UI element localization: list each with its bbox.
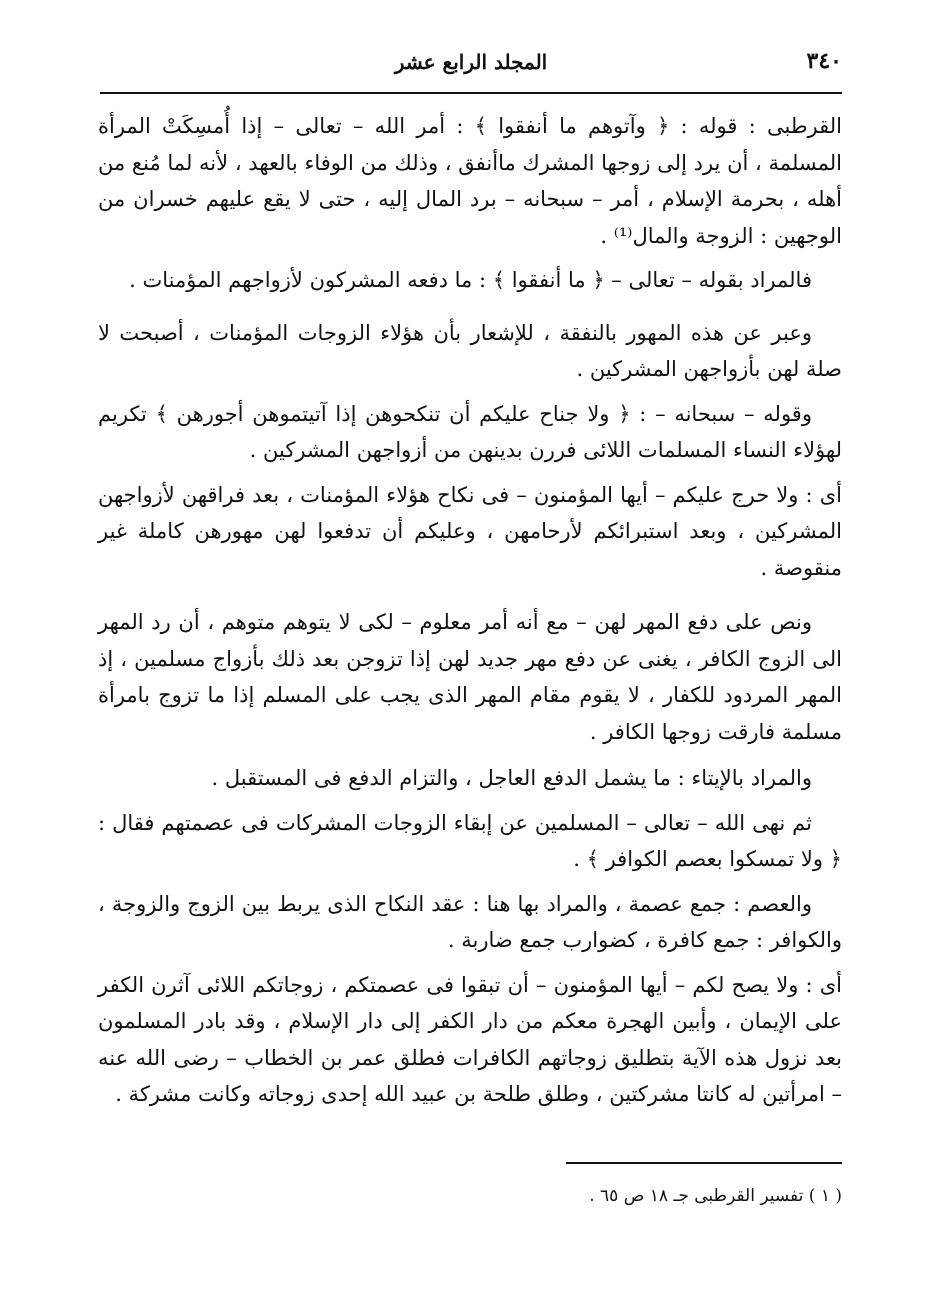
footnote-rule (566, 1162, 842, 1164)
page-body (98, 108, 842, 1113)
header-rule (100, 92, 842, 94)
footnote: ( ١ ) تفسير القرطبى جـ ١٨ ص ٦٥ . (589, 1186, 842, 1206)
running-title: المجلد الرابع عشر (394, 50, 548, 74)
paragraph-2: فالمراد بقوله – تعالى – ﴿ ما أنفقوا ﴾ : ما دفعه المشركون لأزواجهم المؤمنات . (129, 268, 812, 292)
paragraph-7: والمراد بالإيتاء : ما يشمل الدفع العاجل ، والتزام الدفع فى المستقبل . (211, 766, 812, 790)
page-header (100, 42, 842, 82)
paragraph-9: والعصم : جمع عصمة ، والمراد بها هنا : عقد النكاح الذى يربط بين الزوج والزوجة ، والكوافر : جمع كافرة ، كضوارب جمع ضاربة . (98, 891, 842, 952)
paragraph-8: ثم نهى الله – تعالى – المسلمين عن إبقاء الزوجات المشركات فى عصمتهم فقال : ﴿ ولا تمسكوا بعصم الكوافر ﴾ . (98, 810, 842, 871)
paragraph-1: القرطبى : قوله : ﴿ وآتوهم ما أنفقوا ﴾ : أمر الله – تعالى – إذا أُمسِكَتْ المرأة المسلمة ، أن يرد إلى زوجها المشرك ماأنفق ، وذلك من الوفاء بالعهد ، لأنه لما مُنع من أهله ، بحرمة الإسلام ، أمر – سبحانه – برد المال إليه ، حتى لا يقع عليهم خسران من الوجهين : الزوجة والمال⁽¹⁾ . (98, 114, 842, 248)
paragraph-3: وعبر عن هذه المهور بالنفقة ، للإشعار بأن هؤلاء الزوجات المؤمنات ، أصبحت لا صلة لهن بأزواجهن المشركين . (98, 320, 842, 381)
paragraph-6: ونص على دفع المهر لهن – مع أنه أمر معلوم – لكى لا يتوهم متوهم ، أن رد المهر الى الزوج الكافر ، يغنى عن دفع مهر جديد لهن إذا تزوجن بعد ذلك بأزواج مسلمين ، إذ المهر المردود للكفار ، لا يقوم مقام المهر الذى يجب على المسلم إذا ما تزوج بامرأة مسلمة فارقت زوجها الكافر . (98, 610, 842, 744)
paragraph-5: أى : ولا حرج عليكم – أيها المؤمنون – فى نكاح هؤلاء المؤمنات ، بعد فراقهن لأزواجهن المشركين ، وبعد استبرائكم لأرحامهن ، وعليكم أن تدفعوا لهن مهورهن كاملة غير منقوصة . (98, 482, 842, 580)
page-number: ٣٤٠ (806, 48, 842, 74)
paragraph-4: وقوله – سبحانه – : ﴿ ولا جناح عليكم أن تنكحوهن إذا آتيتموهن أجورهن ﴾ تكريم لهؤلاء النساء المسلمات اللائى فررن بدينهن من أزواجهن المشركين . (98, 401, 842, 462)
paragraph-10: أى : ولا يصح لكم – أيها المؤمنون – أن تبقوا فى عصمتكم ، زوجاتكم اللائى آثرن الكفر على الإيمان ، وأبين الهجرة معكم من دار الكفر إلى دار الإسلام ، وقد بادر المسلمون بعد نزول هذه الآية بتطليق زوجاتهم الكافرات فطلق عمر بن الخطاب – رضى الله عنه – امرأتين له كانتا مشركتين ، وطلق طلحة بن عبيد الله إحدى زوجاته وكانت مشركة . (98, 972, 842, 1106)
